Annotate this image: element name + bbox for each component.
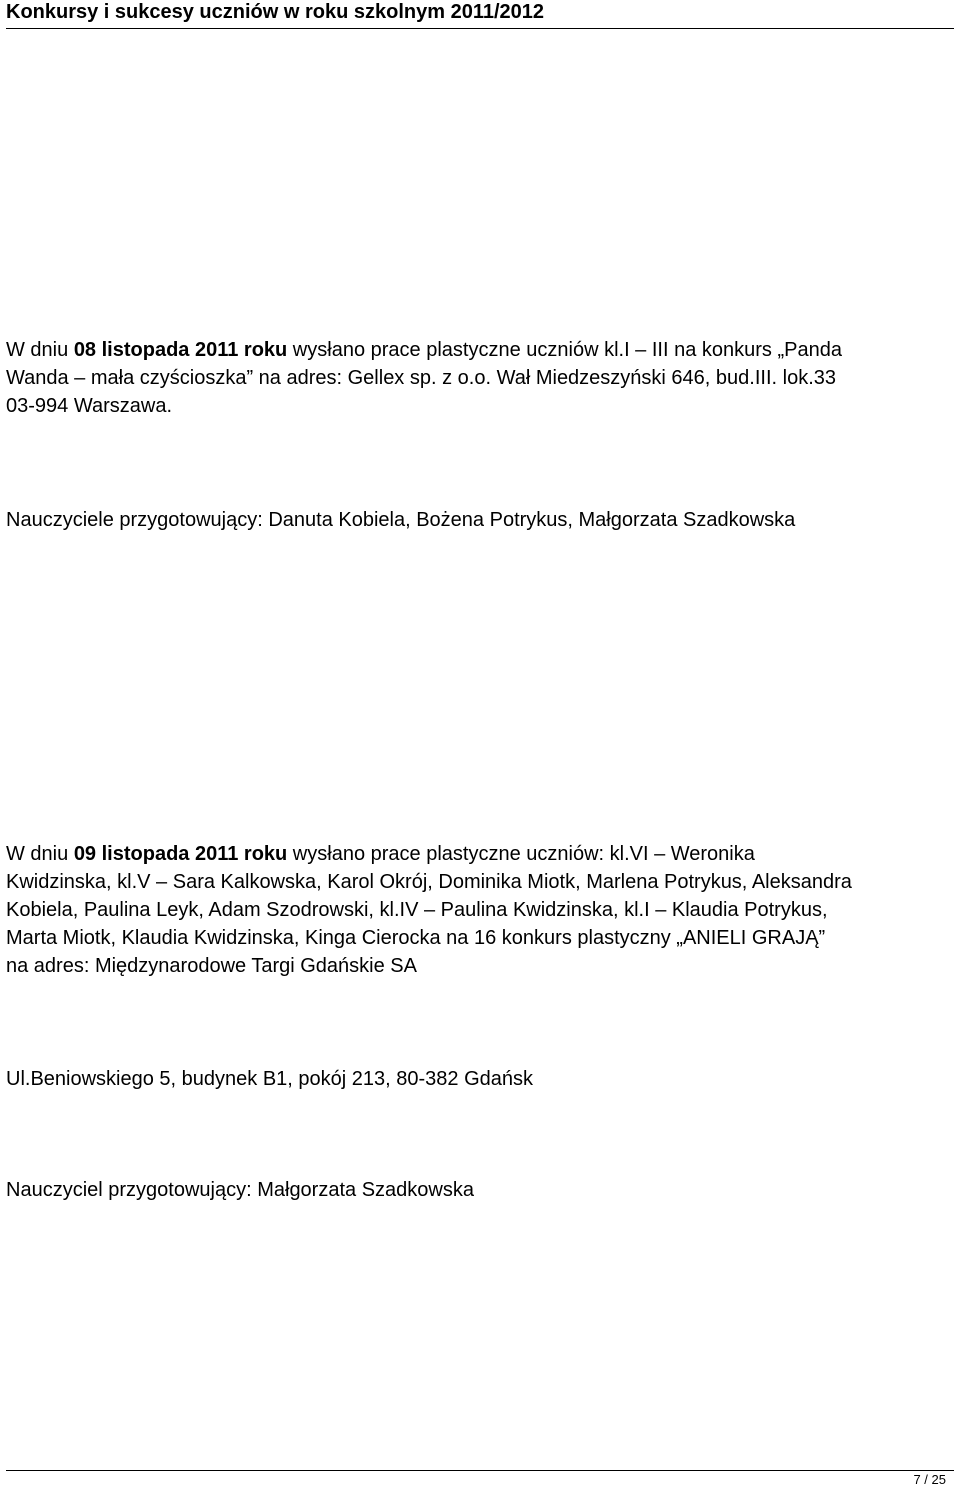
paragraph-address xyxy=(6,1065,954,1093)
teacher-line: Nauczyciel przygotowujący: Małgorzata Szadkowska xyxy=(6,1179,474,1201)
page-number: 7 / 25 xyxy=(913,1472,946,1487)
paragraph-line xyxy=(6,336,954,364)
date-bold: 09 listopada 2011 roku xyxy=(73,843,288,865)
paragraph-teachers-1 xyxy=(6,506,954,534)
paragraph-line: na adres: Międzynarodowe Targi Gdańskie SA xyxy=(6,955,417,977)
text-span: wysłano prace plastyczne uczniów kl.I – III na konkurs „Panda xyxy=(287,339,842,361)
text-span: wysłano prace plastyczne uczniów: kl.VI – Weronika xyxy=(287,843,755,865)
text-span: W dniu xyxy=(6,339,74,361)
date-bold: 08 listopada 2011 roku xyxy=(73,339,288,361)
paragraph-line: Marta Miotk, Klaudia Kwidzinska, Kinga Cierocka na 16 konkurs plastyczny „ANIELI GRAJĄ” xyxy=(6,927,826,949)
page-header xyxy=(6,0,954,29)
teachers-line: Nauczyciele przygotowujący: Danuta Kobiela, Bożena Potrykus, Małgorzata Szadkowska xyxy=(6,509,796,531)
paragraph-line: Kwidzinska, kl.V – Sara Kalkowska, Karol Okrój, Dominika Miotk, Marlena Potrykus, Aleksandra xyxy=(6,871,852,893)
paragraph-line: Wanda – mała czyścioszka” na adres: Gellex sp. z o.o. Wał Miedzeszyński 646, bud.III. lok.33 xyxy=(6,367,836,389)
paragraph-line: 03-994 Warszawa. xyxy=(6,395,172,417)
paragraph-teacher-2 xyxy=(6,1176,954,1204)
text-span: W dniu xyxy=(6,843,74,865)
paragraph-angels-contest xyxy=(6,840,954,980)
paragraph-line xyxy=(6,840,954,868)
page-footer xyxy=(6,1470,954,1487)
paragraph-line: Kobiela, Paulina Leyk, Adam Szodrowski, kl.IV – Paulina Kwidzinska, kl.I – Klaudia Potrykus, xyxy=(6,899,828,921)
page-title: Konkursy i sukcesy uczniów w roku szkolnym 2011/2012 xyxy=(6,1,545,23)
paragraph-panda-contest xyxy=(6,336,954,420)
address-line: Ul.Beniowskiego 5, budynek B1, pokój 213, 80-382 Gdańsk xyxy=(6,1068,534,1090)
